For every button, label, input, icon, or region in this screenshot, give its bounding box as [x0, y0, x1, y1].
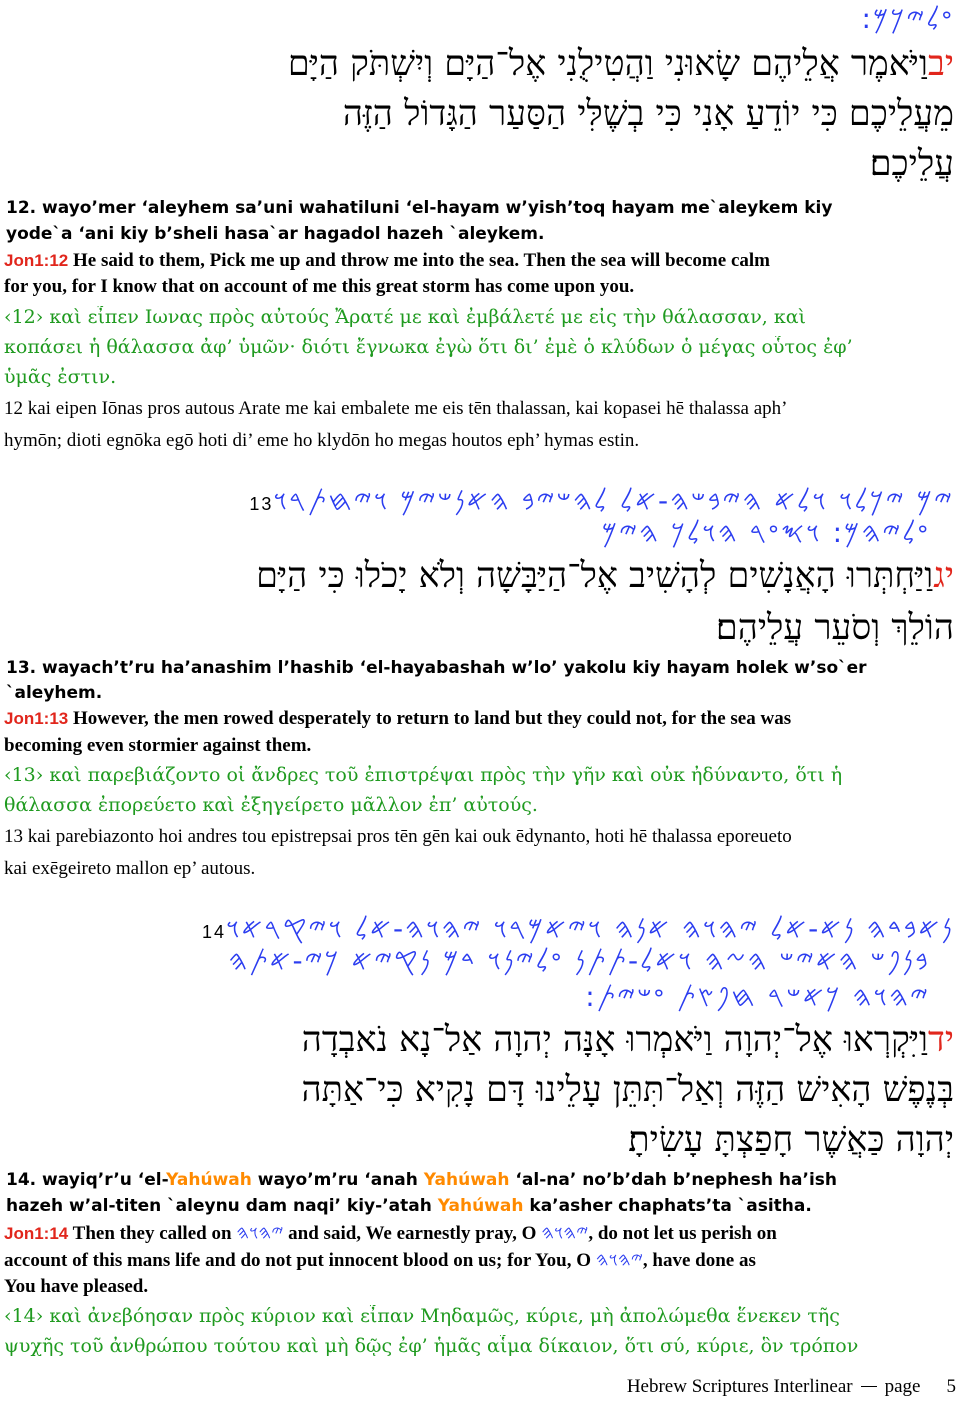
- english-text: , do not let us perish on: [588, 1223, 777, 1244]
- paleo-line: 𐤉𐤄𐤅𐤄 𐤊𐤀𐤔𐤓 𐤇𐤐𐤑𐤕 𐤏𐤔𐤉𐤕:: [585, 980, 930, 1013]
- hebrew-line: מֵעֲלֵיכֶם כִּי יוֹדֵעַ אָנִי כִּי בְשֶׁלִּי הַסַּעַר הַגָּדוֹל הַזֶּה: [342, 94, 954, 134]
- verse-reference: Jon1:14: [4, 1224, 69, 1243]
- english-line: [4, 708, 960, 730]
- transliteration-line: `aleyhem.: [6, 683, 103, 703]
- greek-line: ‹12› καὶ εἶπεν Ιωνας πρὸς αὐτούς Ἄρατέ με καὶ ἐμβάλετέ με εἰς τὴν θάλασσαν, καὶ: [4, 306, 807, 328]
- footer-separator: [861, 1386, 877, 1387]
- hebrew-line: [288, 44, 954, 84]
- footer-title: Hebrew Scriptures Interlinear: [626, 1376, 853, 1397]
- english-line: [4, 1222, 960, 1245]
- paleo-verse-number: 13: [249, 494, 274, 514]
- paleo-line: 𐤏𐤋𐤉𐤊𐤌:: [861, 2, 954, 35]
- hebrew-line: הוֹלֵךְ וְסֹעֵר עֲלֵיהֶם׃: [715, 608, 954, 648]
- hebrew-line: בְּנֶפֶשׁ הָאִישׁ הַזֶּה וְאַל־תִּתֵּן עָלֵינוּ דָּם נָקִיא כִּי־אַתָּה: [301, 1070, 954, 1110]
- english-text: Then they called on: [68, 1223, 237, 1244]
- greek-line: θάλασσα ἐπορεύετο καὶ ἐξηγείρετο μᾶλλον ἐπ’ αὐτούς.: [4, 794, 538, 816]
- greek-transliteration-line: 13 kai parebiazonto hoi andres tou epistrepsai pros tēn gēn kai ouk ēdynanto, hoti hē thalassa eporeueto: [4, 826, 792, 847]
- english-line: [4, 250, 960, 272]
- paleo-line: [198, 912, 954, 946]
- hebrew-text: וַיִּקְרְאוּ אֶל־יְהוָה וַיֹּאמְרוּ אָנָּה יְהוָה אַל־נָא נֹאבְדָה: [301, 1020, 928, 1060]
- translit-text: hazeh w’al-titen `aleynu dam naqi’ kiy-’atah: [6, 1196, 438, 1216]
- hebrew-text: וַיַּחְתְּרוּ הָאֲנָשִׁים לְהָשִׁיב אֶל־הַיַּבָּשָׁה וְלֹא יָכֹלוּ כִּי הַיָּם: [256, 556, 934, 596]
- transliteration-line: 13. wayach’t’ru ha’anashim l’hashib ‘el-hayabashah w’lo’ yakolu kiy hayam holek w’so`er: [6, 658, 867, 678]
- footer-page-number: 5: [946, 1376, 956, 1397]
- divine-name: Yahúwah: [166, 1170, 252, 1190]
- english-text: , have done as: [642, 1250, 756, 1271]
- english-text: He said to them, Pick me up and throw me into the sea. Then the sea will become calm: [68, 250, 770, 271]
- greek-line: κοπάσει ἡ θάλασσα ἀφ’ ὑμῶν· διότι ἔγνωκα ἐγὼ ὅτι δι’ ἐμὲ ὁ κλύδων ὁ μέγας οὗτος ἐφ’: [4, 336, 853, 358]
- verse-reference: Jon1:12: [4, 251, 69, 270]
- verse-reference: Jon1:13: [4, 709, 69, 728]
- greek-transliteration-line: kai exēgeireto mallon ep’ autous.: [4, 858, 256, 879]
- paleo-verse-number: 14: [201, 922, 226, 942]
- divine-name: Yahúwah: [437, 1196, 524, 1216]
- greek-line: ψυχῆς τοῦ ἀνθρώπου τούτου καὶ μὴ δῷς ἐφ’ ἡμᾶς αἷμα δίκαιον, ὅτι σύ, κύριε, ὃν τρόπον: [4, 1335, 859, 1357]
- transliteration-line: yode`a ‘ani kiy b’sheli hasa`ar hagadol hazeh `aleykem.: [6, 224, 545, 244]
- footer-page-label: page: [884, 1376, 921, 1397]
- paleo-text: 𐤉𐤌 𐤉𐤊𐤋𐤅 𐤅𐤋𐤀 𐤄𐤉𐤁𐤔𐤄-𐤀𐤋 𐤋𐤄𐤔𐤉𐤁 𐤄𐤀𐤍𐤔𐤉𐤌 𐤅𐤉𐤇𐤕𐤓𐤅: [273, 484, 954, 517]
- hebrew-line: יְהוָה כַּאֲשֶׁר חָפַצְתָּ עָשִׂיתָ׃: [628, 1120, 954, 1160]
- hebrew-line: [302, 1020, 954, 1060]
- english-line: for you, for I know that on account of me this great storm has come upon you.: [4, 276, 635, 297]
- paleo-line: [245, 484, 954, 518]
- transliteration-line: [6, 1170, 960, 1190]
- hebrew-text: וַיֹּאמֶר אֲלֵיהֶם שָׂאוּנִי וַהֲטִילֻנִי אֶל־הַיָּם וְיִשְׁתֹּק הַיָּם: [287, 44, 928, 84]
- hebrew-verse-number: יג: [933, 556, 954, 596]
- divine-name: Yahúwah: [423, 1170, 510, 1190]
- english-line: becoming even stormier against them.: [4, 735, 312, 756]
- greek-line: ὑμᾶς ἐστιν.: [4, 366, 117, 388]
- translit-text: wayo’m’ru ‘anah: [251, 1170, 424, 1190]
- divine-name-paleo: 𐤉𐤄𐤅𐤄: [236, 1222, 284, 1244]
- page-footer: [627, 1376, 956, 1398]
- greek-line: ‹14› καὶ ἀνεβόησαν πρὸς κύριον καὶ εἶπαν Μηδαμῶς, κύριε, μὴ ἀπολώμεθα ἕνεκεν τῆς: [4, 1305, 840, 1327]
- english-text: and said, We earnestly pray, O: [283, 1223, 542, 1244]
- english-line: [4, 1249, 960, 1272]
- transliteration-line: [6, 1196, 960, 1216]
- english-text: However, the men rowed desperately to return to land but they could not, for the sea was: [68, 708, 792, 729]
- hebrew-verse-number: יב: [927, 44, 954, 84]
- divine-name-paleo: 𐤉𐤄𐤅𐤄: [541, 1222, 589, 1244]
- transliteration-line: 12. wayo’mer ‘aleyhem sa’uni wahatiluni ‘el-hayam w’yish’toq hayam me`aleykem kiy: [6, 198, 833, 218]
- greek-transliteration-line: hymōn; dioti egnōka egō hoti di’ eme ho klydōn ho megas houtos eph’ hymas estin.: [4, 430, 640, 451]
- greek-line: ‹13› καὶ παρεβιάζοντο οἱ ἄνδρες τοῦ ἐπιστρέψαι πρὸς τὴν γῆν καὶ οὐκ ἠδύναντο, ὅτι ἡ: [4, 764, 843, 786]
- english-text: account of this mans life and do not put innocent blood on us; for You, O: [4, 1250, 596, 1271]
- divine-name-paleo: 𐤉𐤄𐤅𐤄: [595, 1249, 643, 1271]
- hebrew-line: עֲלֵיכֶם׃: [869, 144, 954, 184]
- hebrew-line: [256, 556, 954, 596]
- translit-text: 14. wayiq’r’u ‘el-: [6, 1170, 167, 1190]
- hebrew-verse-number: יד: [927, 1020, 954, 1060]
- greek-transliteration-line: 12 kai eipen Iōnas pros autous Arate me kai embalete me eis tēn thalassan, kai kopasei hē thalassa aph’: [4, 398, 788, 419]
- english-line: You have pleased.: [4, 1276, 149, 1297]
- paleo-line: 𐤁𐤍𐤐𐤔 𐤄𐤀𐤉𐤔 𐤄𐤆𐤄 𐤅𐤀𐤋-𐤕𐤕𐤍 𐤏𐤋𐤉𐤍𐤅 𐤃𐤌 𐤍𐤒𐤉𐤀 𐤊𐤉-𐤀𐤕𐤄: [228, 944, 930, 977]
- paleo-line: 𐤏𐤋𐤉𐤄𐤌: 𐤅𐤎𐤏𐤓 𐤄𐤅𐤋𐤊 𐤄𐤉𐤌: [601, 516, 930, 549]
- translit-text: ka’asher chaphats’ta `asitha.: [523, 1196, 812, 1216]
- paleo-text: 𐤍𐤀𐤁𐤃𐤄 𐤍𐤀-𐤀𐤋 𐤉𐤄𐤅𐤄 𐤀𐤍𐤄 𐤅𐤉𐤀𐤌𐤓𐤅 𐤉𐤄𐤅𐤄-𐤀𐤋 𐤅𐤉𐤒𐤓𐤀𐤅: [225, 912, 954, 945]
- translit-text: ‘al-na’ no’b’dah b’nephesh ha’ish: [509, 1170, 838, 1190]
